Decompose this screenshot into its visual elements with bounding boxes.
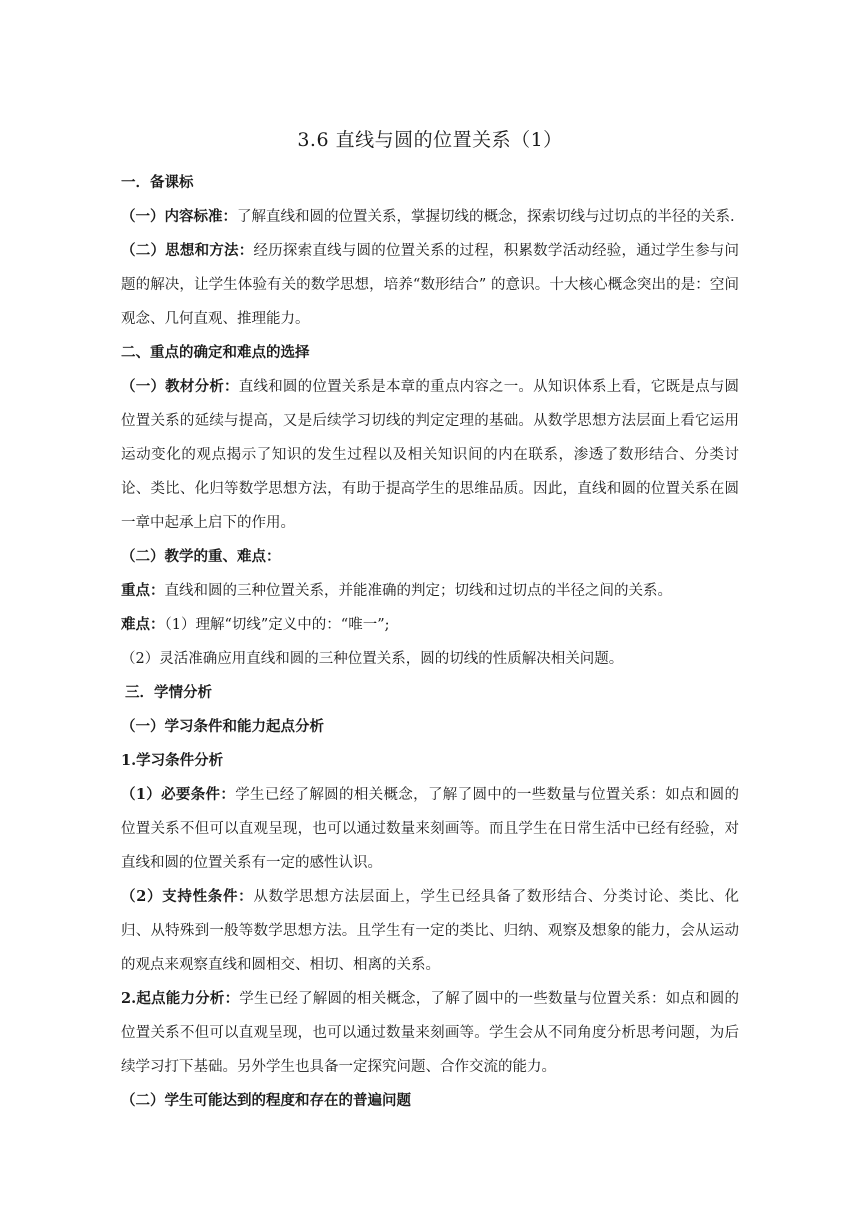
key-point-label: 重点： — [121, 582, 165, 599]
section-heading-3: 三．学情分析 — [125, 684, 212, 701]
textbook-analysis-label: （一）教材分析： — [121, 378, 239, 395]
subsection-heading-conditions: （一）学习条件和能力起点分析 — [121, 718, 324, 735]
starting-ability-label: 2.起点能力分析： — [121, 990, 240, 1007]
content-standard-text: 了解直线和圆的位置关系，掌握切线的概念，探索切线与过切点的半径的关系. — [237, 209, 735, 225]
necessary-conditions-label: （1）必要条件： — [121, 786, 236, 803]
difficult-point-text: （1）理解“切线”定义中的：“唯一”; — [164, 617, 390, 633]
paragraph-key-point — [121, 574, 739, 608]
section-heading-2: 二、重点的确定和难点的选择 — [121, 344, 310, 361]
paragraph-supporting-conditions — [121, 880, 739, 982]
document-page — [121, 126, 739, 1118]
paragraph-thinking-method — [121, 234, 739, 336]
paragraph-content-standard — [121, 200, 739, 234]
paragraph-difficult-point-2: （2）灵活准确应用直线和圆的三种位置关系，圆的切线的性质解决相关问题。 — [121, 651, 624, 667]
paragraph-difficult-point — [121, 608, 739, 642]
supporting-conditions-label: （2）支持性条件： — [121, 888, 254, 905]
thinking-method-text: 经历探索直线与圆的位置关系的过程，积累数学活动经验，通过学生参与问题的解决，让学生体验有关的数学思想，培养“数形结合” 的意识。十大核心概念突出的是：空间观念、几何直观、推理能力。 — [121, 243, 740, 327]
page-title: 3.6 直线与圆的位置关系（1） — [297, 129, 563, 151]
content-standard-label: （一）内容标准： — [121, 208, 237, 225]
section-heading-1: 一．备课标 — [121, 174, 194, 191]
difficult-point-label: 难点： — [121, 616, 165, 633]
starting-ability-text: 学生已经了解圆的相关概念，了解了圆中的一些数量与位置关系：如点和圆的位置关系不但可以直观呈现，也可以通过数量来刻画等。学生会从不同角度分析思考问题，为后续学习打下基础。另外学生也具备一定探究问题、合作交流的能力。 — [121, 991, 740, 1075]
subsection-heading-condition-analysis: 1.学习条件分析 — [121, 752, 224, 769]
paragraph-necessary-conditions — [121, 778, 739, 880]
necessary-conditions-text: 学生已经了解圆的相关概念，了解了圆中的一些数量与位置关系：如点和圆的位置关系不但可以直观呈现，也可以通过数量来刻画等。而且学生在日常生活中已经有经验，对直线和圆的位置关系有一定的感性认识。 — [121, 787, 740, 871]
subsection-heading-key-difficult: （二）教学的重、难点： — [121, 548, 281, 565]
textbook-analysis-text: 直线和圆的位置关系是本章的重点内容之一。从知识体系上看，它既是点与圆位置关系的延续与提高，又是后续学习切线的判定定理的基础。从数学思想方法层面上看它运用运动变化的观点揭示了知识的发生过程以及相关知识间的内在联系，渗透了数形结合、分类讨论、类比、化归等数学思想方法，有助于提高学生的思维品质。因此，直线和圆的位置关系在圆一章中起承上启下的作用。 — [121, 379, 740, 531]
subsection-heading-expected-level: （二）学生可能达到的程度和存在的普遍问题 — [121, 1092, 411, 1109]
paragraph-textbook-analysis — [121, 370, 739, 540]
paragraph-starting-ability — [121, 982, 739, 1084]
thinking-method-label: （二）思想和方法： — [121, 242, 254, 259]
key-point-text: 直线和圆的三种位置关系，并能准确的判定；切线和过切点的半径之间的关系。 — [164, 583, 672, 599]
supporting-conditions-text: 从数学思想方法层面上，学生已经具备了数形结合、分类讨论、类比、化归、从特殊到一般等数学思想方法。且学生有一定的类比、归纳、观察及想象的能力，会从运动的观点来观察直线和圆相交、相切、相离的关系。 — [121, 889, 739, 973]
